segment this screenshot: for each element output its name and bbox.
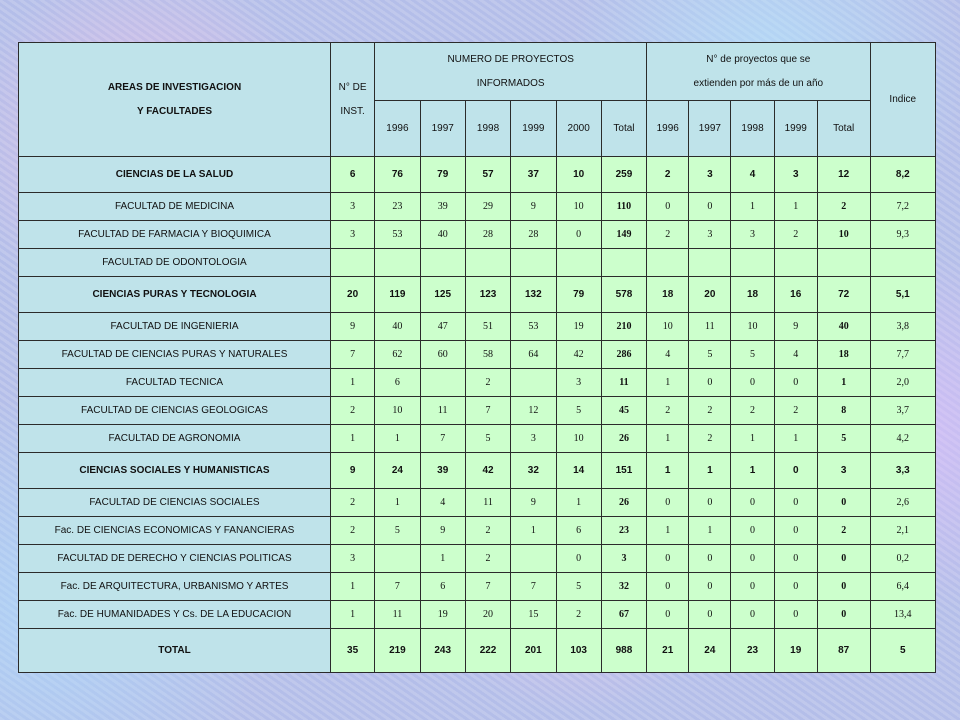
projects-year-header: 1996 — [375, 101, 420, 157]
projects-year-cell: 132 — [511, 277, 556, 313]
index-cell: 5,1 — [870, 277, 935, 313]
multiyear-year-cell: 0 — [689, 193, 731, 221]
faculty-row — [19, 397, 936, 425]
area-row — [19, 453, 936, 489]
area-row — [19, 277, 936, 313]
projects-year-header: 1999 — [511, 101, 556, 157]
multiyear-year-cell: 2 — [689, 397, 731, 425]
projects-year-cell: 5 — [465, 425, 510, 453]
projects-year-cell: 40 — [420, 221, 465, 249]
projects-year-cell: 10 — [556, 193, 601, 221]
projects-year-cell: 42 — [465, 453, 510, 489]
projects-year-cell: 123 — [465, 277, 510, 313]
projects-year-cell: 7 — [511, 573, 556, 601]
projects-year-cell: 5 — [375, 517, 420, 545]
projects-year-cell — [465, 249, 510, 277]
projects-year-cell: 7 — [465, 573, 510, 601]
multiyear-year-cell: 0 — [774, 601, 817, 629]
projects-year-cell — [511, 369, 556, 397]
projects-year-cell: 60 — [420, 341, 465, 369]
faculty-name: FACULTAD TECNICA — [19, 369, 331, 397]
index-cell: 2,0 — [870, 369, 935, 397]
projects-year-cell: 19 — [556, 313, 601, 341]
index-cell: 2,6 — [870, 489, 935, 517]
multiyear-year-cell: 18 — [647, 277, 689, 313]
faculty-name: Fac. DE HUMANIDADES Y Cs. DE LA EDUCACION — [19, 601, 331, 629]
projects-year-cell: 1 — [420, 545, 465, 573]
index-cell: 4,2 — [870, 425, 935, 453]
projects-year-cell: 2 — [465, 369, 510, 397]
projects-year-cell: 37 — [511, 157, 556, 193]
projects-year-cell: 5 — [556, 397, 601, 425]
multiyear-year-header: 1996 — [647, 101, 689, 157]
faculty-row — [19, 489, 936, 517]
projects-year-cell: 2 — [465, 545, 510, 573]
multiyear-year-cell: 20 — [689, 277, 731, 313]
projects-year-cell: 0 — [556, 221, 601, 249]
institutes-count: 1 — [330, 425, 374, 453]
projects-year-cell: 53 — [511, 313, 556, 341]
projects-year-cell: 222 — [465, 629, 510, 673]
header-row-1 — [19, 43, 936, 101]
multiyear-year-cell: 1 — [647, 425, 689, 453]
projects-year-cell: 6 — [420, 573, 465, 601]
faculty-name: Fac. DE CIENCIAS ECONOMICAS Y FANANCIERAS — [19, 517, 331, 545]
projects-total-cell: 3 — [601, 545, 646, 573]
projects-informed-header — [375, 43, 647, 101]
multiyear-total-cell: 5 — [817, 425, 870, 453]
projects-year-cell — [511, 249, 556, 277]
multiyear-year-cell: 1 — [689, 453, 731, 489]
multiyear-year-cell: 0 — [731, 369, 774, 397]
multiyear-year-cell: 1 — [647, 453, 689, 489]
multiyear-year-cell: 2 — [731, 397, 774, 425]
projects-year-cell: 219 — [375, 629, 420, 673]
projects-year-cell: 11 — [375, 601, 420, 629]
projects-total-cell: 151 — [601, 453, 646, 489]
projects-total-cell — [601, 249, 646, 277]
faculty-row — [19, 249, 936, 277]
multiyear-year-cell: 0 — [647, 193, 689, 221]
multiyear-year-cell: 21 — [647, 629, 689, 673]
faculty-name: FACULTAD DE INGENIERIA — [19, 313, 331, 341]
projects-year-cell — [375, 545, 420, 573]
projects-total-cell: 26 — [601, 425, 646, 453]
index-cell: 7,7 — [870, 341, 935, 369]
projects-year-cell: 2 — [556, 601, 601, 629]
institutes-count: 3 — [330, 221, 374, 249]
projects-year-cell: 6 — [556, 517, 601, 545]
projects-year-cell: 201 — [511, 629, 556, 673]
projects-total-cell: 578 — [601, 277, 646, 313]
multiyear-year-header: 1998 — [731, 101, 774, 157]
projects-year-cell — [556, 249, 601, 277]
index-cell: 13,4 — [870, 601, 935, 629]
projects-year-cell: 6 — [375, 369, 420, 397]
faculty-row — [19, 313, 936, 341]
projects-year-cell: 119 — [375, 277, 420, 313]
faculty-row — [19, 601, 936, 629]
multiyear-year-cell: 1 — [731, 193, 774, 221]
multiyear-year-cell: 1 — [647, 517, 689, 545]
multiyear-year-cell: 0 — [731, 573, 774, 601]
projects-header-line1: NUMERO DE PROYECTOS — [447, 53, 574, 65]
multiyear-year-cell: 0 — [731, 601, 774, 629]
multiyear-year-cell: 4 — [774, 341, 817, 369]
projects-year-cell: 1 — [556, 489, 601, 517]
areas-header-line1: AREAS DE INVESTIGACION — [107, 81, 242, 93]
index-cell: 7,2 — [870, 193, 935, 221]
projects-year-cell: 10 — [556, 157, 601, 193]
index-cell — [870, 249, 935, 277]
multiyear-total-cell: 40 — [817, 313, 870, 341]
multiyear-year-cell: 3 — [689, 157, 731, 193]
projects-year-cell: 58 — [465, 341, 510, 369]
index-cell: 8,2 — [870, 157, 935, 193]
multiyear-total-cell: 0 — [817, 545, 870, 573]
multiyear-year-cell: 2 — [689, 425, 731, 453]
projects-year-cell: 11 — [465, 489, 510, 517]
projects-year-cell: 3 — [556, 369, 601, 397]
area-name: CIENCIAS DE LA SALUD — [19, 157, 331, 193]
projects-year-cell: 10 — [556, 425, 601, 453]
multiyear-total-cell: 1 — [817, 369, 870, 397]
institutes-count: 7 — [330, 341, 374, 369]
institutes-count: 3 — [330, 193, 374, 221]
projects-year-header: 1998 — [465, 101, 510, 157]
multiyear-year-cell: 0 — [689, 601, 731, 629]
multiyear-year-cell: 0 — [689, 489, 731, 517]
institutes-count — [330, 249, 374, 277]
multiyear-year-cell: 1 — [731, 425, 774, 453]
projects-year-cell: 10 — [375, 397, 420, 425]
projects-year-cell: 79 — [556, 277, 601, 313]
area-name: CIENCIAS SOCIALES Y HUMANISTICAS — [19, 453, 331, 489]
projects-total-cell: 11 — [601, 369, 646, 397]
institutes-count: 6 — [330, 157, 374, 193]
projects-year-cell: 9 — [420, 517, 465, 545]
multiyear-year-cell — [689, 249, 731, 277]
multiyear-year-cell: 3 — [731, 221, 774, 249]
index-cell: 9,3 — [870, 221, 935, 249]
institutes-count: 1 — [330, 601, 374, 629]
multiyear-year-cell: 0 — [647, 489, 689, 517]
multiyear-year-cell: 19 — [774, 629, 817, 673]
projects-year-cell: 28 — [511, 221, 556, 249]
projects-year-cell: 39 — [420, 193, 465, 221]
multiyear-year-cell: 1 — [689, 517, 731, 545]
multiyear-year-cell: 0 — [774, 545, 817, 573]
projects-year-cell: 1 — [375, 489, 420, 517]
faculty-name: Fac. DE ARQUITECTURA, URBANISMO Y ARTES — [19, 573, 331, 601]
projects-total-cell: 259 — [601, 157, 646, 193]
total-label: TOTAL — [19, 629, 331, 673]
projects-year-cell: 28 — [465, 221, 510, 249]
projects-year-cell: 7 — [375, 573, 420, 601]
projects-year-cell: 40 — [375, 313, 420, 341]
institutes-count: 9 — [330, 313, 374, 341]
projects-year-cell: 7 — [420, 425, 465, 453]
index-cell: 0,2 — [870, 545, 935, 573]
index-header: Indice — [870, 43, 935, 157]
faculty-name: FACULTAD DE ODONTOLOGIA — [19, 249, 331, 277]
multiyear-total-cell: 8 — [817, 397, 870, 425]
projects-year-cell: 79 — [420, 157, 465, 193]
multiyear-year-cell: 23 — [731, 629, 774, 673]
projects-header-line2: INFORMADOS — [476, 77, 545, 89]
projects-total-cell: 45 — [601, 397, 646, 425]
projects-total-cell: 149 — [601, 221, 646, 249]
projects-year-cell — [375, 249, 420, 277]
projects-year-cell: 19 — [420, 601, 465, 629]
multiyear-total-cell: 0 — [817, 601, 870, 629]
multiyear-year-cell: 0 — [689, 545, 731, 573]
multiyear-year-cell: 9 — [774, 313, 817, 341]
faculty-row — [19, 341, 936, 369]
multiyear-year-header: 1997 — [689, 101, 731, 157]
projects-total-cell: 26 — [601, 489, 646, 517]
multiyear-year-cell: 11 — [689, 313, 731, 341]
multiyear-total-cell: 72 — [817, 277, 870, 313]
multiyear-total-cell: 12 — [817, 157, 870, 193]
projects-year-cell: 5 — [556, 573, 601, 601]
projects-year-cell: 57 — [465, 157, 510, 193]
multiyear-year-cell: 1 — [647, 369, 689, 397]
institutes-count: 9 — [330, 453, 374, 489]
total-row — [19, 629, 936, 673]
index-cell: 6,4 — [870, 573, 935, 601]
projects-year-cell: 3 — [511, 425, 556, 453]
projects-total-cell: 32 — [601, 573, 646, 601]
projects-year-cell: 62 — [375, 341, 420, 369]
projects-year-cell: 20 — [465, 601, 510, 629]
table-body — [19, 157, 936, 673]
projects-total-cell: 110 — [601, 193, 646, 221]
areas-header-line2: Y FACULTADES — [136, 105, 212, 117]
faculty-name: FACULTAD DE DERECHO Y CIENCIAS POLITICAS — [19, 545, 331, 573]
area-name: CIENCIAS PURAS Y TECNOLOGIA — [19, 277, 331, 313]
multiyear-year-cell: 4 — [647, 341, 689, 369]
faculty-row — [19, 425, 936, 453]
institutes-count: 1 — [330, 369, 374, 397]
institutes-header-line1: N° DE — [338, 81, 367, 93]
multiyear-year-cell: 2 — [647, 221, 689, 249]
multiyear-year-cell: 0 — [647, 573, 689, 601]
projects-year-cell: 51 — [465, 313, 510, 341]
institutes-count: 35 — [330, 629, 374, 673]
projects-year-cell: 1 — [511, 517, 556, 545]
multiyear-year-cell: 10 — [647, 313, 689, 341]
projects-year-cell: 23 — [375, 193, 420, 221]
institutes-count: 3 — [330, 545, 374, 573]
multiyear-total-cell: 0 — [817, 489, 870, 517]
projects-year-cell: 9 — [511, 193, 556, 221]
multiyear-total-cell: 18 — [817, 341, 870, 369]
projects-year-cell: 125 — [420, 277, 465, 313]
faculty-row — [19, 545, 936, 573]
multiyear-year-cell: 3 — [689, 221, 731, 249]
faculty-row — [19, 221, 936, 249]
index-cell: 5 — [870, 629, 935, 673]
faculty-row — [19, 573, 936, 601]
projects-year-cell — [511, 545, 556, 573]
projects-year-cell — [420, 249, 465, 277]
projects-year-cell: 29 — [465, 193, 510, 221]
multiyear-year-cell: 0 — [731, 489, 774, 517]
faculty-name: FACULTAD DE CIENCIAS SOCIALES — [19, 489, 331, 517]
projects-year-cell: 39 — [420, 453, 465, 489]
multiyear-year-cell — [647, 249, 689, 277]
institutes-count: 2 — [330, 397, 374, 425]
projects-year-cell: 103 — [556, 629, 601, 673]
multiyear-total-cell: 0 — [817, 573, 870, 601]
multiyear-year-cell: 24 — [689, 629, 731, 673]
multiyear-projects-header — [647, 43, 870, 101]
multiyear-year-cell: 0 — [689, 369, 731, 397]
projects-total-cell: 286 — [601, 341, 646, 369]
projects-year-cell: 32 — [511, 453, 556, 489]
multiyear-year-cell: 0 — [774, 517, 817, 545]
institutes-header-line2: INST. — [340, 105, 365, 117]
multiyear-year-cell: 0 — [774, 573, 817, 601]
projects-year-cell: 243 — [420, 629, 465, 673]
multiyear-year-cell: 1 — [774, 193, 817, 221]
multiyear-year-cell: 5 — [731, 341, 774, 369]
faculty-row — [19, 193, 936, 221]
institutes-header — [330, 43, 374, 157]
institutes-count: 20 — [330, 277, 374, 313]
institutes-count: 2 — [330, 489, 374, 517]
index-cell: 2,1 — [870, 517, 935, 545]
projects-year-cell: 11 — [420, 397, 465, 425]
projects-year-cell — [420, 369, 465, 397]
index-cell: 3,8 — [870, 313, 935, 341]
projects-year-cell: 12 — [511, 397, 556, 425]
projects-year-cell: 9 — [511, 489, 556, 517]
multiyear-year-cell — [731, 249, 774, 277]
multiyear-total-cell: 2 — [817, 193, 870, 221]
multiyear-total-cell: 3 — [817, 453, 870, 489]
faculty-name: FACULTAD DE CIENCIAS PURAS Y NATURALES — [19, 341, 331, 369]
multiyear-year-header: Total — [817, 101, 870, 157]
faculty-name: FACULTAD DE AGRONOMIA — [19, 425, 331, 453]
multiyear-year-cell: 2 — [774, 397, 817, 425]
multiyear-year-cell: 4 — [731, 157, 774, 193]
faculty-name: FACULTAD DE FARMACIA Y BIOQUIMICA — [19, 221, 331, 249]
multiyear-year-cell — [774, 249, 817, 277]
multiyear-total-cell — [817, 249, 870, 277]
projects-year-cell: 0 — [556, 545, 601, 573]
multiyear-year-cell: 5 — [689, 341, 731, 369]
projects-year-cell: 24 — [375, 453, 420, 489]
multiyear-year-cell: 2 — [647, 157, 689, 193]
multiyear-year-cell: 10 — [731, 313, 774, 341]
faculty-row — [19, 369, 936, 397]
institutes-count: 2 — [330, 517, 374, 545]
areas-header — [19, 43, 331, 157]
index-cell: 3,7 — [870, 397, 935, 425]
projects-year-cell: 64 — [511, 341, 556, 369]
multiyear-year-cell: 0 — [774, 453, 817, 489]
multiyear-total-cell: 87 — [817, 629, 870, 673]
projects-year-cell: 2 — [465, 517, 510, 545]
multiyear-year-cell: 2 — [774, 221, 817, 249]
multiyear-year-cell: 1 — [731, 453, 774, 489]
multiyear-header-line1: N° de proyectos que se — [706, 53, 811, 65]
projects-year-cell: 76 — [375, 157, 420, 193]
multiyear-year-cell: 0 — [731, 545, 774, 573]
projects-total-cell: 23 — [601, 517, 646, 545]
multiyear-year-cell: 18 — [731, 277, 774, 313]
projects-total-cell: 67 — [601, 601, 646, 629]
multiyear-year-cell: 0 — [774, 489, 817, 517]
multiyear-year-cell: 1 — [774, 425, 817, 453]
multiyear-year-cell: 0 — [774, 369, 817, 397]
multiyear-header-line2: extienden por más de un año — [693, 77, 824, 89]
projects-year-cell: 4 — [420, 489, 465, 517]
projects-year-header: 1997 — [420, 101, 465, 157]
multiyear-year-cell: 0 — [731, 517, 774, 545]
projects-year-cell: 14 — [556, 453, 601, 489]
multiyear-year-cell: 0 — [647, 545, 689, 573]
projects-year-cell: 1 — [375, 425, 420, 453]
projects-year-cell: 53 — [375, 221, 420, 249]
projects-year-header: 2000 — [556, 101, 601, 157]
projects-year-cell: 42 — [556, 341, 601, 369]
projects-year-cell: 47 — [420, 313, 465, 341]
multiyear-year-cell: 0 — [689, 573, 731, 601]
projects-total-cell: 988 — [601, 629, 646, 673]
multiyear-year-cell: 3 — [774, 157, 817, 193]
faculty-name: FACULTAD DE CIENCIAS GEOLOGICAS — [19, 397, 331, 425]
research-projects-table — [18, 42, 936, 673]
projects-year-header: Total — [601, 101, 646, 157]
multiyear-total-cell: 10 — [817, 221, 870, 249]
projects-year-cell: 15 — [511, 601, 556, 629]
multiyear-year-cell: 16 — [774, 277, 817, 313]
projects-total-cell: 210 — [601, 313, 646, 341]
multiyear-total-cell: 2 — [817, 517, 870, 545]
multiyear-year-header: 1999 — [774, 101, 817, 157]
faculty-row — [19, 517, 936, 545]
multiyear-year-cell: 2 — [647, 397, 689, 425]
institutes-count: 1 — [330, 573, 374, 601]
area-row — [19, 157, 936, 193]
index-cell: 3,3 — [870, 453, 935, 489]
projects-year-cell: 7 — [465, 397, 510, 425]
multiyear-year-cell: 0 — [647, 601, 689, 629]
faculty-name: FACULTAD DE MEDICINA — [19, 193, 331, 221]
